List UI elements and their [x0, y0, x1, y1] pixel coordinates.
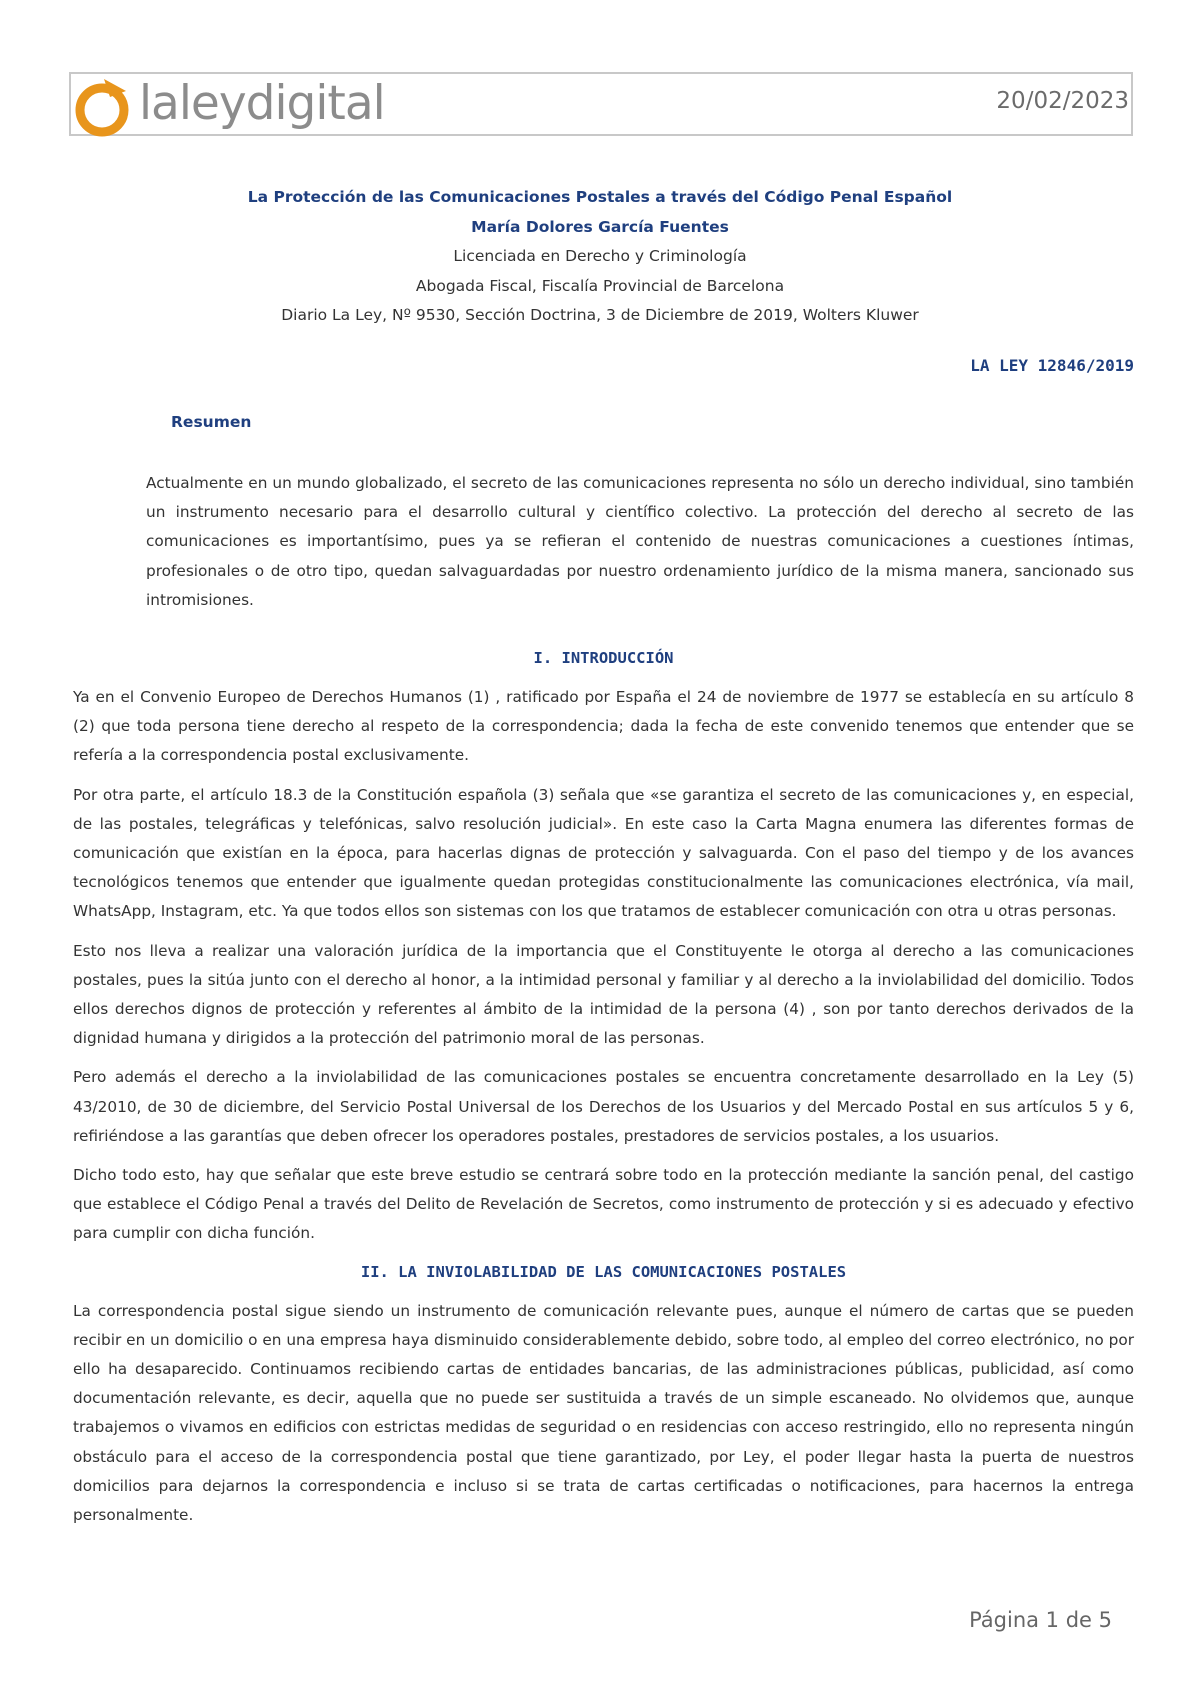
paragraph: Dicho todo esto, hay que señalar que este breve estudio se centrará sobre todo en la protección mediante la sanción penal, del castigo que establece el Código Penal a través del Delito de Revelación de Secretos, como instrumento de protección y si es adecuado y efectivo para cumplir con dicha función.: [73, 1166, 1134, 1243]
document-body: [73, 645, 1134, 1530]
author-position: Abogada Fiscal, Fiscalía Provincial de Barcelona: [415, 276, 785, 295]
author-credential: Licenciada en Derecho y Criminología: [453, 247, 747, 265]
document-title: La Protección de las Comunicaciones Postales a través del Código Penal Español: [247, 188, 953, 206]
document-meta: [0, 183, 1200, 331]
document-header: [69, 72, 1133, 136]
document-author: María Dolores García Fuentes: [471, 217, 729, 236]
logo-wordmark: laleydigital: [139, 76, 385, 131]
paragraph: La correspondencia postal sigue siendo un instrumento de comunicación relevante pues, aunque el número de cartas que se pueden recibir en un domicilio o en una empresa haya disminuido considerablemente debido, sobre todo, al empleo del correo electrónico, no por ello ha desaparecido. Continuamos recibiendo cartas de entidades bancarias, de las administraciones públicas, publicidad, así como documentación relevante, es decir, aquella que no puede ser sustituida a través de un simple escaneado. No olvidemos que, aunque trabajemos o vivamos en edificios con estrictas medidas de seguridad o en residencias con acceso restringido, ello no representa ningún obstáculo para el acceso de la correspondencia postal que tiene garantizado, por Ley, el poder llegar hasta la puerta de nuestros domicilios para dejarnos la correspondencia e incluso si se trata de cartas certificadas o notificaciones, para hacernos la entrega personalmente.: [73, 1301, 1134, 1525]
summary-heading: Resumen: [171, 413, 252, 431]
law-reference: LA LEY 12846/2019: [970, 356, 1134, 375]
paragraph: Esto nos lleva a realizar una valoración jurídica de la importancia que el Constituyente le otorga al derecho a las comunicaciones postales, pues la sitúa junto con el derecho al honor, a la intimidad personal y familiar y al derecho a la inviolabilidad del domicilio. Todos ellos derechos dignos de protección y referentes al ámbito de la intimidad de la persona (4) , son por tanto derechos derivados de la dignidad humana y dirigidos a la protección del patrimonio moral de las personas.: [73, 941, 1134, 1048]
section-heading: I. INTRODUCCIÓN: [533, 649, 674, 667]
section-heading: II. LA INVIOLABILIDAD DE LAS COMUNICACIONES POSTALES: [360, 1262, 847, 1281]
page-number: Página 1 de 5: [969, 1608, 1112, 1632]
header-date: 20/02/2023: [996, 88, 1129, 114]
laleydigital-logo-icon: [74, 75, 132, 137]
publication-source: Diario La Ley, Nº 9530, Sección Doctrina, 3 de Diciembre de 2019, Wolters Kluwer: [281, 306, 919, 324]
paragraph: Pero además el derecho a la inviolabilidad de las comunicaciones postales se encuentra concretamente desarrollado en la Ley (5) 43/2010, de 30 de diciembre, del Servicio Postal Universal de los Derechos de los Usuarios y del Mercado Postal en sus artículos 5 y 6, refiriéndose a las garantías que deben ofrecer los operadores postales, prestadores de servicios postales, a los usuarios.: [73, 1068, 1134, 1145]
summary-text: Actualmente en un mundo globalizado, el secreto de las comunicaciones representa no sólo un derecho individual, sino también un instrumento necesario para el desarrollo cultural y científico colectivo. La protección del derecho al secreto de las comunicaciones es importantísimo, pues ya se refieran el contenido de nuestras comunicaciones a cuestiones íntimas, profesionales o de otro tipo, quedan salvaguardadas por nuestro ordenamiento jurídico de la misma manera, sancionado sus intromisiones.: [146, 474, 1134, 609]
paragraph: Ya en el Convenio Europeo de Derechos Humanos (1) , ratificado por España el 24 de noviembre de 1977 se establecía en su artículo 8 (2) que toda persona tiene derecho al respeto de la correspondencia; dada la fecha de este convenido tenemos que entender que se refería a la correspondencia postal exclusivamente.: [73, 688, 1134, 765]
paragraph: Por otra parte, el artículo 18.3 de la Constitución española (3) señala que «se garantiza el secreto de las comunicaciones y, en especial, de las postales, telegráficas y telefónicas, salvo resolución judicial». En este caso la Carta Magna enumera las diferentes formas de comunicación que existían en la época, para hacerlas dignas de protección y salvaguarda. Con el paso del tiempo y de los avances tecnológicos tenemos que entender que igualmente quedan protegidas constitucionalmente las comunicaciones electrónica, vía mail, WhatsApp, Instagram, etc. Ya que todos ellos son sistemas con los que tratamos de establecer comunicación con otra u otras personas.: [73, 785, 1134, 921]
